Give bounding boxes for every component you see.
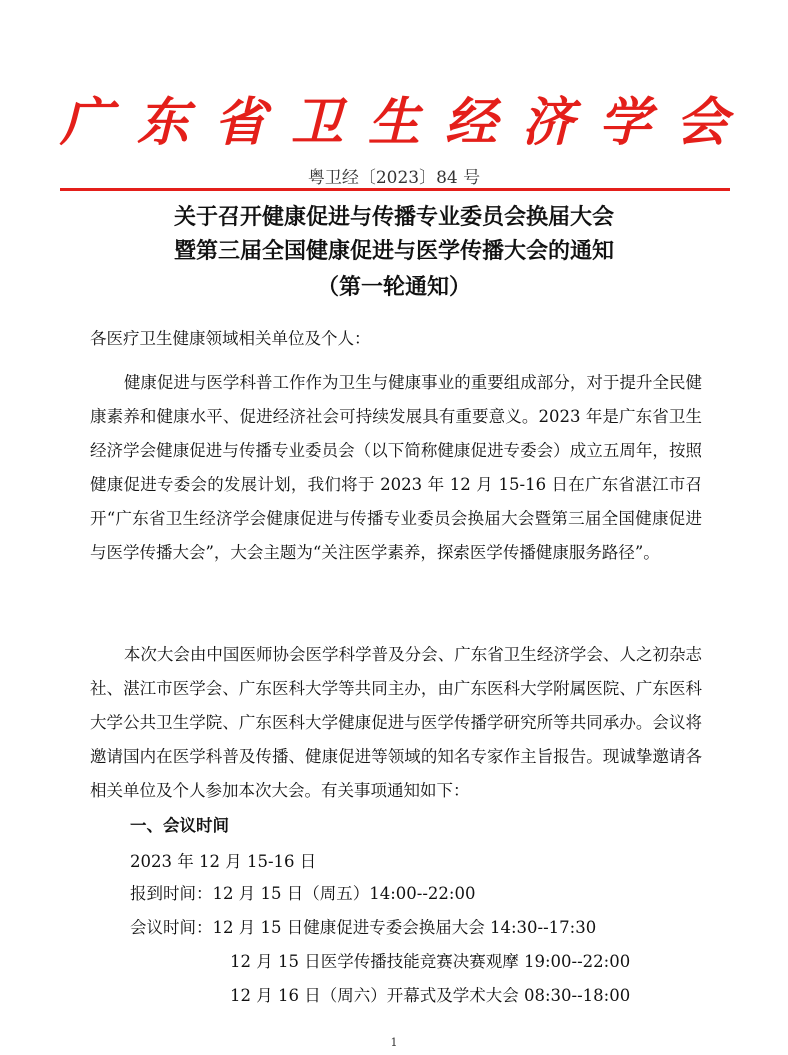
letterhead-char: 经 (444, 92, 497, 153)
letterhead-char: 广 (60, 92, 113, 153)
paragraph-organizers: 本次大会由中国医师协会医学科学普及分会、广东省卫生经济学会、人之初杂志社、湛江市医学会、广东医科大学等共同主办，由广东医科大学附属医院、广东医科大学公共卫生学院、广东医科大学健康促进与医学传播学研究所等共同承办。会议将邀请国内在医学科普及传播、健康促进等领域的知名专家作主旨报告。现诚挚邀请各相关单位及个人参加本次大会。有关事项通知如下： (90, 645, 702, 800)
letterhead-char: 省 (213, 92, 266, 153)
meeting-time-2: 12 月 15 日医学传播技能竞赛决赛观摩 19:00--22:00 (230, 952, 631, 971)
organization-letterhead (60, 88, 728, 158)
letterhead-char: 学 (598, 92, 651, 153)
title-line-2: 暨第三届全国健康促进与医学传播大会的通知 (173, 239, 614, 264)
page-number: 1 (390, 1036, 398, 1049)
meeting-time-1: 会议时间：12 月 15 日健康促进专委会换届大会 14:30--17:30 (130, 918, 597, 937)
section-heading-meeting-time: 一、会议时间 (130, 816, 229, 835)
salutation: 各医疗卫生健康领域相关单位及个人： (90, 329, 371, 348)
document-number: 粤卫经〔2023〕84 号 (307, 168, 481, 188)
paragraph-intro: 健康促进与医学科普工作作为卫生与健康事业的重要组成部分，对于提升全民健康素养和健康水平、促进经济社会可持续发展具有重要意义。2023 年是广东省卫生经济学会健康促进与传播专业委员会（以下简称健康促进专委会）成立五周年，按照健康促进专委会的发展计划，我们将于 2023 年 12 月 15-16 日在广东省湛江市召开“广东省卫生经济学会健康促进与传播专业委员会换届大会暨第三届全国健康促进与医学传播大会”，大会主题为“关注医学素养，探索医学传播健康服务路径”。 (90, 373, 702, 562)
letterhead-char: 东 (136, 92, 189, 153)
letterhead-char: 生 (367, 92, 420, 153)
meeting-date: 2023 年 12 月 15-16 日 (130, 852, 317, 871)
title-line-1: 关于召开健康促进与传播专业委员会换届大会 (173, 205, 614, 230)
header-divider (60, 188, 730, 191)
registration-time: 报到时间：12 月 15 日（周五）14:00--22:00 (130, 884, 476, 903)
letterhead-char: 会 (675, 92, 728, 153)
title-line-3: （第一轮通知） (316, 275, 471, 300)
letterhead-char: 济 (521, 92, 574, 153)
meeting-time-3: 12 月 16 日（周六）开幕式及学术大会 08:30--18:00 (230, 986, 631, 1005)
letterhead-char: 卫 (290, 92, 343, 153)
